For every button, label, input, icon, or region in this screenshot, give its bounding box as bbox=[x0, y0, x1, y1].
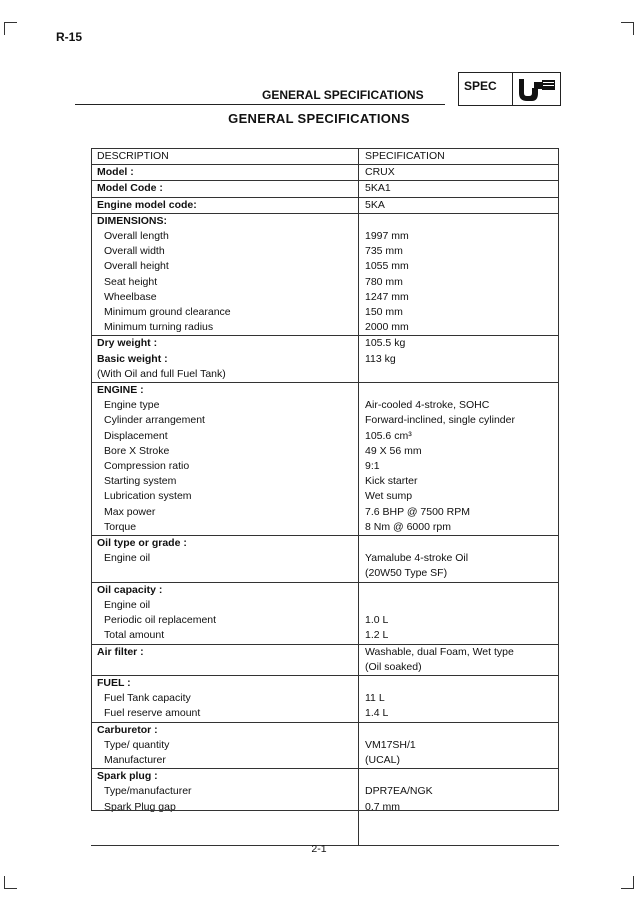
header-rule bbox=[75, 104, 445, 105]
row-specification: 2000 mm bbox=[365, 321, 409, 334]
row-specification: (UCAL) bbox=[365, 753, 401, 766]
table-row bbox=[91, 429, 559, 444]
row-description: DIMENSIONS: bbox=[91, 213, 359, 229]
row-description: Spark plug : bbox=[91, 769, 359, 785]
row-specification: Forward-inclined, single cylinder bbox=[365, 414, 515, 427]
row-specification: DPR7EA/NGK bbox=[365, 785, 433, 798]
row-specification bbox=[359, 675, 560, 691]
table-row bbox=[91, 582, 559, 598]
row-description: Minimum ground clearance bbox=[91, 305, 359, 320]
row-description: Model : bbox=[91, 165, 359, 181]
table-row bbox=[91, 784, 559, 799]
row-description: Manufacturer bbox=[91, 753, 359, 769]
row-description: Wheelbase bbox=[91, 290, 359, 305]
specifications-table bbox=[91, 148, 559, 846]
table-row bbox=[91, 628, 559, 644]
row-description: Type/ quantity bbox=[91, 738, 359, 753]
table-row bbox=[91, 290, 559, 305]
micrometer-icon bbox=[516, 75, 558, 103]
row-description: Max power bbox=[91, 505, 359, 520]
row-specification bbox=[359, 598, 560, 613]
table-row bbox=[91, 489, 559, 504]
row-description: Displacement bbox=[91, 429, 359, 444]
table-row bbox=[91, 753, 559, 769]
row-description: Overall height bbox=[91, 259, 359, 274]
row-specification: 1247 mm bbox=[365, 290, 409, 303]
table-row bbox=[91, 197, 559, 213]
table-row bbox=[91, 474, 559, 489]
row-specification: 1055 mm bbox=[365, 260, 409, 273]
row-specification: 8 Nm @ 6000 rpm bbox=[365, 520, 451, 533]
table-row bbox=[91, 181, 559, 197]
row-description bbox=[91, 566, 359, 582]
row-description: Oil type or grade : bbox=[91, 536, 359, 552]
table-row bbox=[91, 644, 559, 660]
row-specification: 780 mm bbox=[365, 275, 403, 288]
spec-badge-label: SPEC bbox=[464, 79, 497, 93]
table-row bbox=[91, 229, 559, 244]
row-description: Periodic oil replacement bbox=[91, 613, 359, 628]
table-row bbox=[91, 444, 559, 459]
row-specification: Wet sump bbox=[365, 490, 413, 503]
table-row bbox=[91, 660, 559, 676]
spec-badge bbox=[458, 72, 561, 106]
table-row bbox=[91, 352, 559, 367]
table-row bbox=[91, 320, 559, 336]
column-header-description: DESCRIPTION bbox=[91, 149, 359, 165]
column-header-specification: SPECIFICATION bbox=[359, 149, 560, 165]
row-description: Starting system bbox=[91, 474, 359, 489]
spec-badge-divider bbox=[512, 73, 513, 105]
row-specification: Kick starter bbox=[365, 475, 418, 488]
table-row bbox=[91, 367, 559, 383]
row-specification: 7.6 BHP @ 7500 RPM bbox=[365, 505, 471, 518]
row-description: Air filter : bbox=[91, 644, 359, 660]
table-row bbox=[91, 675, 559, 691]
row-description: Dry weight : bbox=[91, 336, 359, 352]
row-description: Lubrication system bbox=[91, 489, 359, 504]
row-specification: 735 mm bbox=[365, 245, 403, 258]
row-description: Cylinder arrangement bbox=[91, 413, 359, 428]
table-row bbox=[91, 336, 559, 352]
row-description: ENGINE : bbox=[91, 383, 359, 399]
row-specification: Air-cooled 4-stroke, SOHC bbox=[365, 399, 490, 412]
row-specification: 1997 mm bbox=[365, 230, 409, 243]
row-specification bbox=[359, 815, 560, 830]
row-specification: 105.5 kg bbox=[359, 336, 560, 352]
row-specification: Washable, dual Foam, Wet type bbox=[359, 644, 560, 660]
table-row bbox=[91, 613, 559, 628]
row-description: Fuel Tank capacity bbox=[91, 691, 359, 706]
table-row bbox=[91, 566, 559, 582]
row-description: Type/manufacturer bbox=[91, 784, 359, 799]
page-number: 2-1 bbox=[311, 843, 327, 855]
row-specification: 5KA1 bbox=[359, 181, 560, 197]
table-row bbox=[91, 769, 559, 785]
crop-mark-bottom-right bbox=[621, 876, 634, 889]
row-description: Spark Plug gap bbox=[91, 800, 359, 815]
row-specification: 9:1 bbox=[365, 460, 380, 473]
table-row bbox=[91, 800, 559, 815]
row-specification: VM17SH/1 bbox=[365, 738, 416, 751]
row-specification bbox=[359, 769, 560, 785]
row-description: Torque bbox=[91, 520, 359, 536]
table-row bbox=[91, 520, 559, 536]
page-reference: R-15 bbox=[56, 30, 83, 44]
table-row bbox=[91, 383, 559, 399]
table-row bbox=[91, 551, 559, 566]
row-specification: 113 kg bbox=[365, 352, 396, 365]
table-row bbox=[91, 691, 559, 706]
row-description: Bore X Stroke bbox=[91, 444, 359, 459]
table-row bbox=[91, 536, 559, 552]
row-description bbox=[91, 815, 359, 830]
table-row bbox=[91, 706, 559, 722]
crop-mark-top-right bbox=[621, 22, 634, 35]
row-specification: (Oil soaked) bbox=[365, 660, 422, 673]
row-description: Engine oil bbox=[91, 598, 359, 613]
row-description: Engine type bbox=[91, 398, 359, 413]
row-description: Engine model code: bbox=[91, 197, 359, 213]
table-header-row bbox=[91, 149, 559, 165]
row-description: Oil capacity : bbox=[91, 582, 359, 598]
table-row bbox=[91, 598, 559, 613]
row-description: Minimum turning radius bbox=[91, 320, 359, 336]
row-specification bbox=[359, 536, 560, 552]
row-description: Fuel reserve amount bbox=[91, 706, 359, 722]
row-description: Compression ratio bbox=[91, 459, 359, 474]
crop-mark-top-left bbox=[4, 22, 17, 35]
row-description: Total amount bbox=[91, 628, 359, 644]
row-specification: Yamalube 4-stroke Oil bbox=[365, 552, 469, 565]
row-specification bbox=[359, 213, 560, 229]
crop-mark-bottom-left bbox=[4, 876, 17, 889]
row-description: Overall length bbox=[91, 229, 359, 244]
row-description: (With Oil and full Fuel Tank) bbox=[91, 367, 359, 383]
row-specification bbox=[359, 722, 560, 738]
row-specification: 1.0 L bbox=[365, 614, 389, 627]
row-description: Model Code : bbox=[91, 181, 359, 197]
header-title: GENERAL SPECIFICATIONS bbox=[262, 88, 424, 102]
table-row bbox=[91, 398, 559, 413]
row-specification: CRUX bbox=[359, 165, 560, 181]
row-specification bbox=[359, 367, 560, 383]
table-row bbox=[91, 459, 559, 474]
row-specification: 49 X 56 mm bbox=[365, 444, 422, 457]
row-specification bbox=[359, 383, 560, 399]
table-row bbox=[91, 259, 559, 274]
table-row bbox=[91, 722, 559, 738]
row-specification bbox=[359, 582, 560, 598]
row-specification: 150 mm bbox=[365, 306, 403, 319]
row-description bbox=[91, 660, 359, 676]
row-specification: 11 L bbox=[365, 692, 385, 705]
table-row bbox=[91, 505, 559, 520]
table-row bbox=[91, 244, 559, 259]
row-description: Seat height bbox=[91, 275, 359, 290]
table-row bbox=[91, 165, 559, 181]
row-specification: (20W50 Type SF) bbox=[365, 567, 448, 580]
row-description: Basic weight : bbox=[91, 352, 359, 367]
table-row bbox=[91, 275, 559, 290]
table-row bbox=[91, 815, 559, 830]
table-row bbox=[91, 738, 559, 753]
row-specification: 5KA bbox=[359, 197, 560, 213]
table-row bbox=[91, 305, 559, 320]
row-description: Overall width bbox=[91, 244, 359, 259]
row-description: Carburetor : bbox=[91, 722, 359, 738]
row-specification: 105.6 cm³ bbox=[365, 429, 412, 442]
table-row bbox=[91, 413, 559, 428]
page-title: GENERAL SPECIFICATIONS bbox=[228, 111, 410, 126]
row-specification: 0.7 mm bbox=[365, 800, 401, 813]
row-specification: 1.2 L bbox=[365, 629, 389, 642]
row-description: FUEL : bbox=[91, 675, 359, 691]
table-row bbox=[91, 213, 559, 229]
row-description: Engine oil bbox=[91, 551, 359, 566]
row-specification: 1.4 L bbox=[365, 707, 389, 720]
